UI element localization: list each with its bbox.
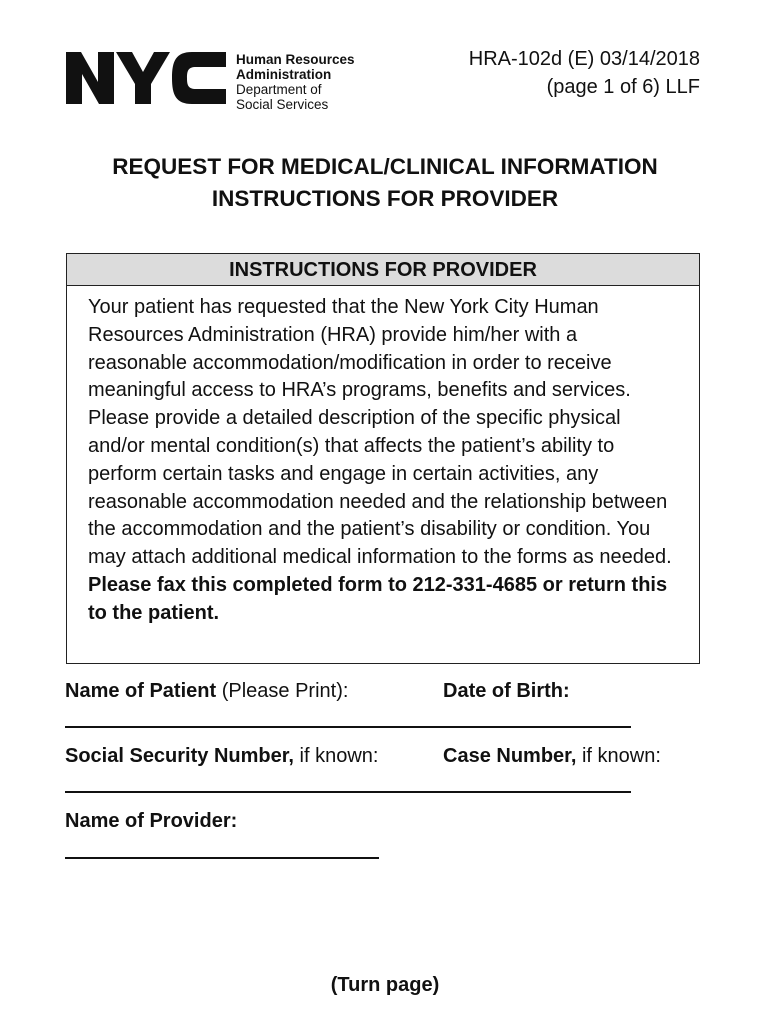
agency-line-3: Department of bbox=[236, 82, 322, 97]
title-line-2: INSTRUCTIONS FOR PROVIDER bbox=[211, 186, 559, 211]
ssn-hint: if known: bbox=[293, 745, 379, 767]
instructions-body bbox=[67, 286, 699, 628]
agency-line-4: Social Services bbox=[236, 97, 329, 112]
instructions-heading: INSTRUCTIONS FOR PROVIDER bbox=[67, 254, 699, 286]
ssn-case-input-line[interactable] bbox=[65, 791, 631, 793]
agency-line-1: Human Resources bbox=[236, 52, 355, 67]
page-info: (page 1 of 6) LLF bbox=[546, 76, 700, 98]
provider-name-label bbox=[65, 809, 237, 833]
instructions-text: Your patient has requested that the New York City Human Resources Administration (HRA) provide him/her with a reasonable accommodation/modification in order to receive meaningful access to HRA’s programs, benefits and services. Please provide a detailed description of the specific physical and/or mental condition(s) that affects the patient’s ability to perform certain tasks and engage in certain activities, any reasonable accommodation needed and the relationship between the accommodation and the patient’s disability or condition. You may attach additional medical information to the forms as needed. bbox=[88, 296, 672, 569]
patient-name-label-text: Name of Patient bbox=[65, 680, 217, 702]
page-title bbox=[0, 151, 770, 215]
title-line-1: REQUEST FOR MEDICAL/CLINICAL INFORMATION bbox=[112, 154, 658, 179]
ssn-label bbox=[65, 744, 378, 768]
nyc-logo-icon bbox=[66, 50, 228, 106]
turn-page-note: (Turn page) bbox=[330, 974, 440, 996]
dob-label bbox=[443, 679, 570, 703]
ssn-label-text: Social Security Number, bbox=[65, 745, 294, 767]
fax-note: Please fax this completed form to 212-331-4685 or return this to the patient. bbox=[88, 573, 668, 624]
case-number-label bbox=[443, 744, 661, 768]
patient-dob-input-line[interactable] bbox=[65, 726, 631, 728]
dob-label-text: Date of Birth: bbox=[443, 680, 570, 702]
case-label-text: Case Number, bbox=[443, 745, 577, 767]
instructions-box bbox=[66, 253, 700, 664]
provider-label-text: Name of Provider: bbox=[65, 810, 238, 832]
form-number: HRA-102d (E) 03/14/2018 bbox=[468, 48, 700, 70]
provider-name-input-line[interactable] bbox=[65, 857, 379, 859]
patient-name-hint: (Please Print): bbox=[216, 680, 349, 702]
case-hint: if known: bbox=[576, 745, 661, 767]
agency-line-2: Administration bbox=[236, 67, 332, 82]
patient-name-label bbox=[65, 679, 348, 703]
form-identifier bbox=[469, 45, 700, 101]
agency-name bbox=[236, 52, 355, 112]
nyc-logo bbox=[66, 50, 355, 112]
